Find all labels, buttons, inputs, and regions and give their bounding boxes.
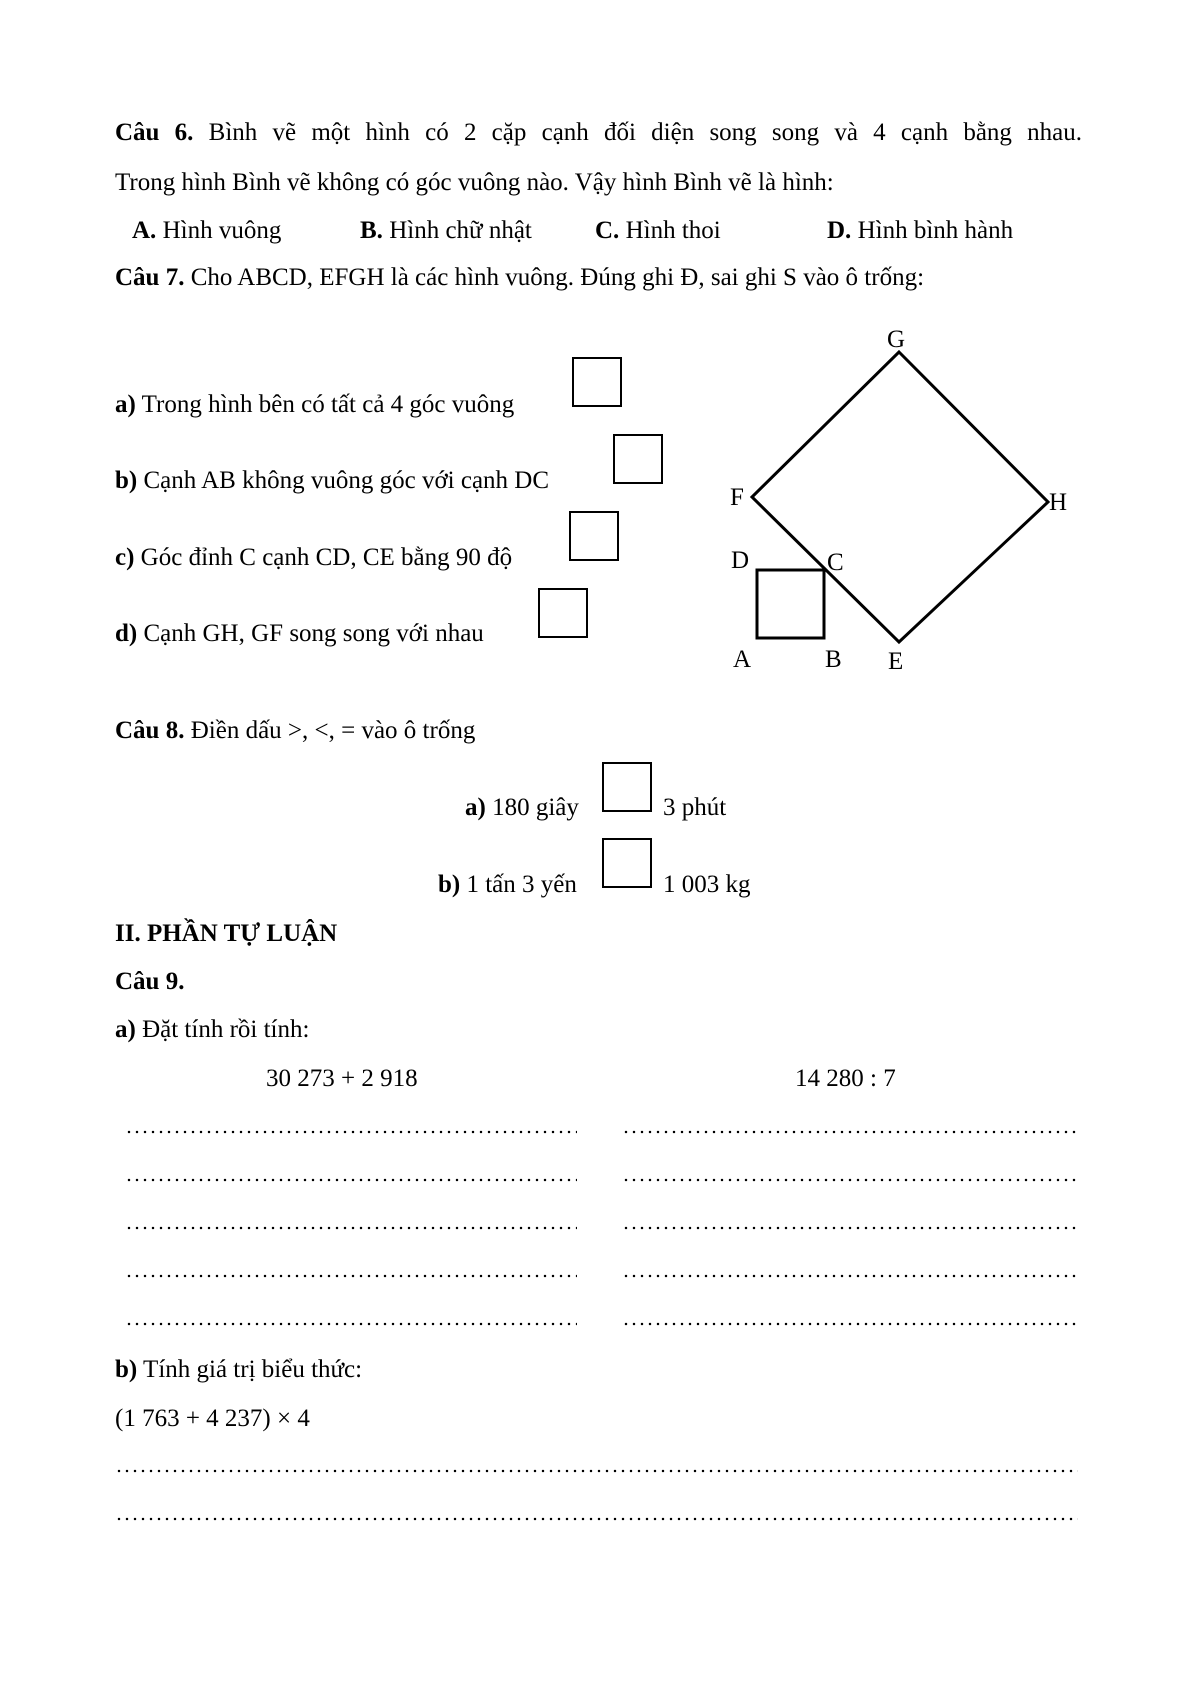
q8-heading: [115, 718, 475, 743]
q9-b-line: [115, 1357, 362, 1382]
answer-line-left-1[interactable]: [125, 1130, 577, 1134]
q8-answer-box-b[interactable]: [602, 838, 652, 888]
q7-item-c-letter: c): [115, 544, 135, 571]
q8-item-a-left: [465, 795, 579, 820]
q6-option-c-text: Hình thoi: [625, 217, 721, 244]
label-H: H: [1049, 489, 1068, 516]
q6-option-c-letter: C.: [595, 217, 620, 244]
q6-option-d-text: Hình bình hành: [857, 217, 1014, 244]
q9-a-line: [115, 1017, 309, 1042]
label-B: B: [825, 646, 842, 673]
q6-option-d-letter: D.: [827, 217, 852, 244]
label-A: A: [733, 646, 752, 673]
part2-heading: [115, 921, 337, 946]
q7-answer-box-d[interactable]: [538, 588, 588, 638]
q8-item-a-right-text: 3 phút: [663, 794, 727, 821]
q8-item-b-left-text: 1 tấn 3 yến: [466, 871, 577, 898]
q9-a-letter: a): [115, 1016, 136, 1043]
q7-item-b-text: Cạnh AB không vuông góc với cạnh DC: [143, 467, 550, 494]
q6-option-b: [360, 218, 532, 243]
q8-item-b-letter: b): [438, 871, 461, 898]
label-E: E: [888, 648, 904, 675]
q6-option-a: [132, 218, 281, 243]
square-efgh: [752, 352, 1048, 642]
q7-item-b: [115, 468, 549, 493]
q9-expr2: 14 280 : 7: [795, 1065, 896, 1092]
q8-item-a-left-text: 180 giây: [492, 794, 579, 821]
q6-line1: [115, 120, 1082, 145]
answer-line-full-1[interactable]: [115, 1469, 1078, 1473]
q7-item-d-text: Cạnh GH, GF song song với nhau: [143, 620, 484, 647]
answer-line-left-5[interactable]: [125, 1322, 577, 1326]
answer-line-right-5[interactable]: [622, 1322, 1076, 1326]
q8-item-b-right-text: 1 003 kg: [663, 871, 751, 898]
label-D: D: [731, 547, 750, 574]
answer-line-right-4[interactable]: [622, 1274, 1076, 1278]
q9-b-expression: (1 763 + 4 237) × 4: [115, 1405, 310, 1432]
q6-label: Câu 6.: [115, 119, 194, 146]
q6-option-b-letter: B.: [360, 217, 383, 244]
q8-item-b-left: [438, 872, 577, 897]
q7-answer-box-a[interactable]: [572, 357, 622, 407]
answer-line-right-3[interactable]: [622, 1226, 1076, 1230]
q7-item-a-text: Trong hình bên có tất cả 4 góc vuông: [141, 391, 515, 418]
q6-text-line2: Trong hình Bình vẽ không có góc vuông nào. Vậy hình Bình vẽ là hình:: [115, 169, 834, 196]
q7-answer-box-c[interactable]: [569, 511, 619, 561]
q7-item-c: [115, 545, 512, 570]
q9-label: Câu 9.: [115, 968, 185, 995]
q6-option-a-letter: A.: [132, 217, 157, 244]
label-F: F: [730, 484, 744, 511]
q7-item-d-letter: d): [115, 620, 138, 647]
q7-item-a-letter: a): [115, 391, 136, 418]
q7-item-c-text: Góc đỉnh C cạnh CD, CE bằng 90 độ: [140, 544, 513, 571]
q7-item-b-letter: b): [115, 467, 138, 494]
answer-line-right-2[interactable]: [622, 1178, 1076, 1182]
part2-heading-text: II. PHẦN TỰ LUẬN: [115, 920, 338, 947]
answer-line-left-3[interactable]: [125, 1226, 577, 1230]
q6-text-line1: Bình vẽ một hình có 2 cặp cạnh đối diện song song và 4 cạnh bằng nhau.: [208, 119, 1082, 146]
q8-answer-box-a[interactable]: [602, 762, 652, 812]
answer-line-right-1[interactable]: [622, 1130, 1076, 1134]
q7-heading: [115, 265, 924, 290]
q8-item-a-letter: a): [465, 794, 486, 821]
label-C: C: [827, 549, 844, 576]
answer-line-left-2[interactable]: [125, 1178, 577, 1182]
q7-item-d: [115, 621, 484, 646]
q9-b-text: Tính giá trị biểu thức:: [143, 1356, 363, 1383]
q7-label: Câu 7.: [115, 264, 185, 291]
q8-text: Điền dấu >, <, = vào ô trống: [190, 717, 476, 744]
q6-option-b-text: Hình chữ nhật: [389, 217, 532, 244]
q9-label-line: [115, 969, 184, 994]
q6-option-d: [827, 218, 1013, 243]
square-abcd: [757, 570, 824, 638]
q9-expr1: 30 273 + 2 918: [266, 1065, 418, 1092]
label-G: G: [887, 326, 906, 353]
q9-b-letter: b): [115, 1356, 138, 1383]
q8-label: Câu 8.: [115, 717, 185, 744]
answer-line-full-2[interactable]: [115, 1517, 1078, 1521]
q9-a-text: Đặt tính rồi tính:: [142, 1016, 310, 1043]
answer-line-left-4[interactable]: [125, 1274, 577, 1278]
q7-text: Cho ABCD, EFGH là các hình vuông. Đúng ghi Đ, sai ghi S vào ô trống:: [190, 264, 925, 291]
q7-item-a: [115, 392, 514, 417]
q6-option-a-text: Hình vuông: [162, 217, 282, 244]
q7-answer-box-b[interactable]: [613, 434, 663, 484]
q6-option-c: [595, 218, 721, 243]
